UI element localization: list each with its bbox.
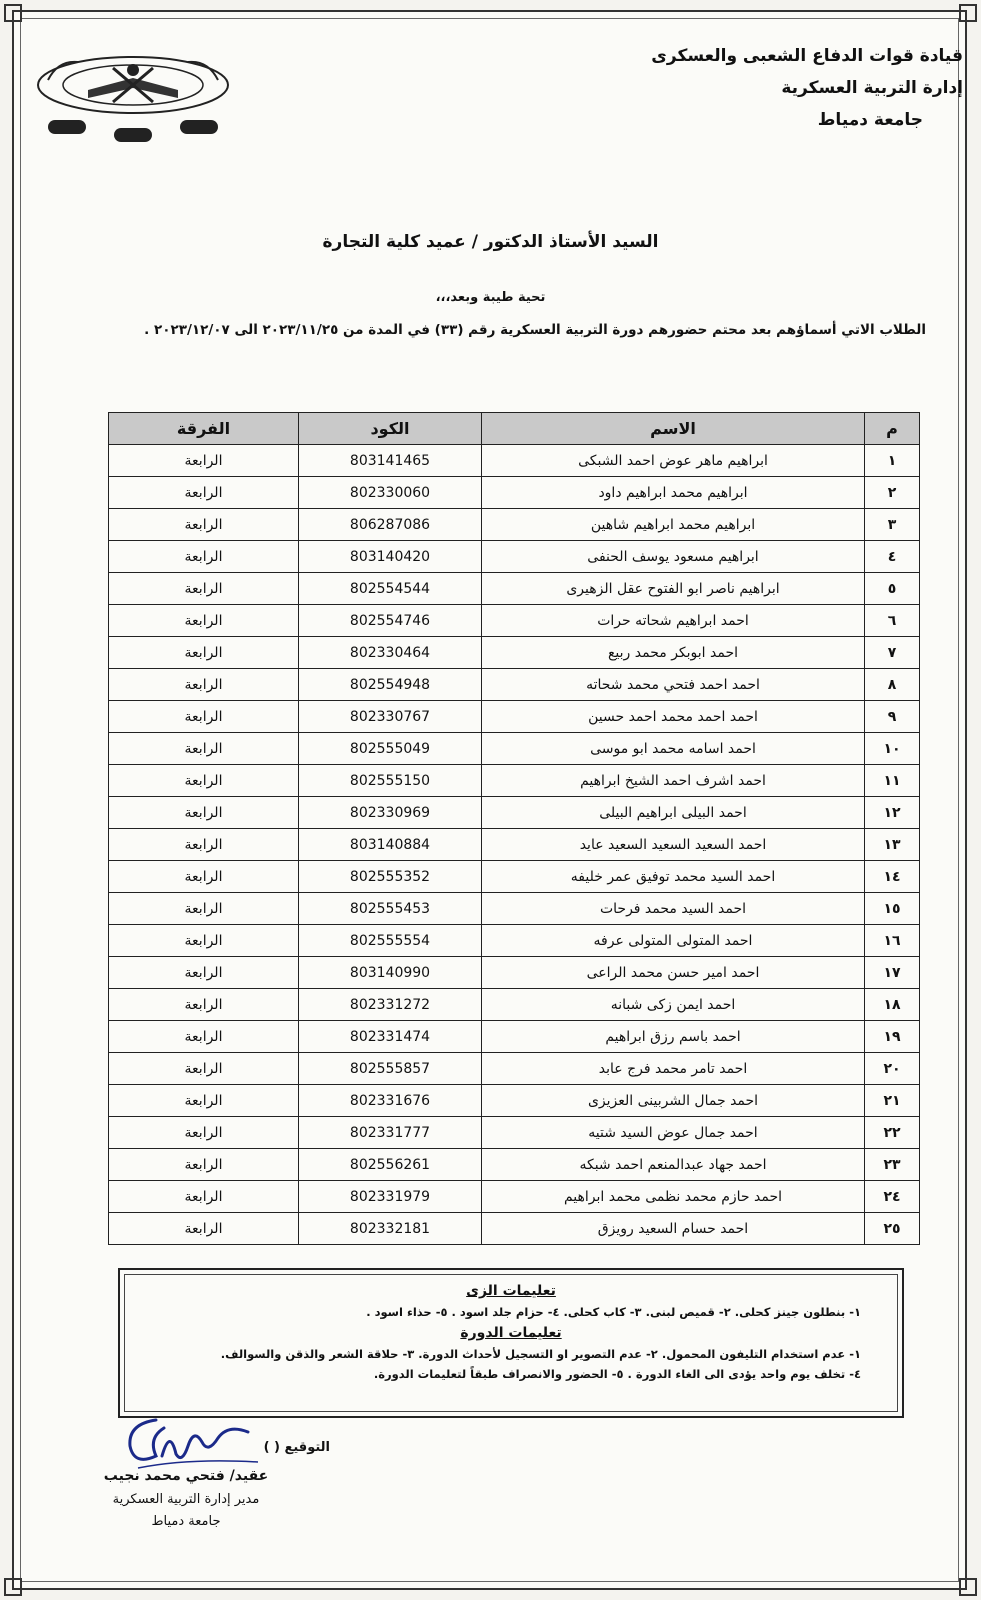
- row-name: ابراهيم محمد ابراهيم شاهين: [482, 509, 865, 541]
- table-row: [109, 445, 920, 477]
- row-code: 802331272: [299, 989, 482, 1021]
- row-year: الرابعة: [109, 1213, 299, 1245]
- table-row: [109, 797, 920, 829]
- table-header-row: [109, 413, 920, 445]
- row-index: ١١: [865, 765, 920, 797]
- row-code: 802331474: [299, 1021, 482, 1053]
- issuer-line-2: إدارة التربية العسكرية: [781, 78, 963, 98]
- row-name: ابراهيم ناصر ابو الفتوح عقل الزهيرى: [482, 573, 865, 605]
- issuer-line-3: جامعة دمياط: [817, 110, 923, 130]
- row-code: 806287086: [299, 509, 482, 541]
- uniform-line: ١- بنطلون جينز كحلى. ٢- قميص لبنى. ٣- كاب كحلى. ٤- حزام جلد اسود . ٥- حذاء اسود .: [366, 1305, 861, 1319]
- handwritten-signature: [118, 1398, 288, 1473]
- row-index: ٢٥: [865, 1213, 920, 1245]
- table-row: [109, 1149, 920, 1181]
- signatory-university: جامعة دمياط: [151, 1514, 221, 1529]
- table-row: [109, 829, 920, 861]
- row-code: 802330060: [299, 477, 482, 509]
- row-name: احمد اشرف احمد الشيخ ابراهيم: [482, 765, 865, 797]
- signature-label: التوقيع ( ): [263, 1440, 330, 1455]
- row-code: 802330767: [299, 701, 482, 733]
- row-code: 803141465: [299, 445, 482, 477]
- row-name: ابراهيم ماهر عوض احمد الشبكى: [482, 445, 865, 477]
- row-index: ٤: [865, 541, 920, 573]
- header-index: م: [865, 413, 920, 445]
- row-code: 802554544: [299, 573, 482, 605]
- table-row: [109, 605, 920, 637]
- row-code: 803140420: [299, 541, 482, 573]
- row-year: الرابعة: [109, 1181, 299, 1213]
- row-year: الرابعة: [109, 637, 299, 669]
- header-year: الفرقة: [109, 413, 299, 445]
- row-code: 802555352: [299, 861, 482, 893]
- row-index: ٢: [865, 477, 920, 509]
- row-name: احمد باسم رزق ابراهيم: [482, 1021, 865, 1053]
- military-education-logo: [28, 50, 238, 145]
- corner-ornament: [959, 1578, 977, 1596]
- row-year: الرابعة: [109, 1117, 299, 1149]
- row-index: ٨: [865, 669, 920, 701]
- students-table: [108, 412, 920, 1245]
- table-row: [109, 1021, 920, 1053]
- row-year: الرابعة: [109, 861, 299, 893]
- table-row: [109, 861, 920, 893]
- row-code: 802555049: [299, 733, 482, 765]
- row-code: 802556261: [299, 1149, 482, 1181]
- row-year: الرابعة: [109, 893, 299, 925]
- course-line-1: ١- عدم استخدام التليفون المحمول. ٢- عدم التصوير او التسجيل لأحداث الدورة. ٣- حلاقة الشعر والذقن والسوالف.: [220, 1347, 861, 1361]
- row-name: احمد السعيد السعيد السعيد عايد: [482, 829, 865, 861]
- row-code: 802330969: [299, 797, 482, 829]
- row-year: الرابعة: [109, 605, 299, 637]
- instructions-box: [118, 1268, 904, 1418]
- row-year: الرابعة: [109, 925, 299, 957]
- row-code: 802330464: [299, 637, 482, 669]
- row-name: احمد اسامه محمد ابو موسى: [482, 733, 865, 765]
- table-row: [109, 957, 920, 989]
- signatory-name: عقيد/ فتحي محمد نجيب: [103, 1468, 269, 1484]
- row-index: ٢٢: [865, 1117, 920, 1149]
- row-index: ٧: [865, 637, 920, 669]
- table-row: [109, 1053, 920, 1085]
- row-year: الرابعة: [109, 669, 299, 701]
- row-year: الرابعة: [109, 829, 299, 861]
- row-code: 802331777: [299, 1117, 482, 1149]
- corner-ornament: [4, 1578, 22, 1596]
- row-year: الرابعة: [109, 1085, 299, 1117]
- table-row: [109, 733, 920, 765]
- row-code: 802555857: [299, 1053, 482, 1085]
- greeting-line: تحية طيبة وبعد،،،: [435, 290, 546, 305]
- row-name: احمد حسام السعيد رويزق: [482, 1213, 865, 1245]
- row-name: احمد حازم محمد نظمى محمد ابراهيم: [482, 1181, 865, 1213]
- table-row: [109, 1117, 920, 1149]
- row-year: الرابعة: [109, 733, 299, 765]
- row-code: 803140990: [299, 957, 482, 989]
- row-index: ١٠: [865, 733, 920, 765]
- row-code: 802555554: [299, 925, 482, 957]
- table-row: [109, 1181, 920, 1213]
- row-index: ٢٣: [865, 1149, 920, 1181]
- row-code: 802331979: [299, 1181, 482, 1213]
- row-index: ٢٠: [865, 1053, 920, 1085]
- table-row: [109, 765, 920, 797]
- table-row: [109, 573, 920, 605]
- instructions-inner-frame: [124, 1274, 898, 1412]
- table-row: [109, 925, 920, 957]
- corner-ornament: [959, 4, 977, 22]
- row-year: الرابعة: [109, 701, 299, 733]
- row-code: 802554746: [299, 605, 482, 637]
- row-name: احمد احمد فتحي محمد شحاته: [482, 669, 865, 701]
- row-year: الرابعة: [109, 765, 299, 797]
- row-index: ٥: [865, 573, 920, 605]
- row-index: ١٨: [865, 989, 920, 1021]
- issuer-header: [603, 40, 963, 136]
- row-year: الرابعة: [109, 541, 299, 573]
- row-index: ١٦: [865, 925, 920, 957]
- row-index: ٢١: [865, 1085, 920, 1117]
- row-year: الرابعة: [109, 477, 299, 509]
- row-index: ١٥: [865, 893, 920, 925]
- uniform-title: تعليمات الزى: [466, 1283, 556, 1299]
- table-row: [109, 541, 920, 573]
- row-year: الرابعة: [109, 1021, 299, 1053]
- table-row: [109, 1213, 920, 1245]
- table-row: [109, 893, 920, 925]
- row-name: احمد ايمن زكى شبانه: [482, 989, 865, 1021]
- row-index: ٩: [865, 701, 920, 733]
- row-name: ابراهيم مسعود يوسف الحنفى: [482, 541, 865, 573]
- row-name: احمد جهاد عبدالمنعم احمد شبكه: [482, 1149, 865, 1181]
- row-name: احمد جمال الشربينى العزيزى: [482, 1085, 865, 1117]
- table-row: [109, 669, 920, 701]
- row-year: الرابعة: [109, 509, 299, 541]
- row-name: احمد السيد محمد فرحات: [482, 893, 865, 925]
- row-code: 803140884: [299, 829, 482, 861]
- row-name: ابراهيم محمد ابراهيم داود: [482, 477, 865, 509]
- row-year: الرابعة: [109, 797, 299, 829]
- row-name: احمد ابوبكر محمد ربيع: [482, 637, 865, 669]
- row-index: ١٤: [865, 861, 920, 893]
- table-row: [109, 1085, 920, 1117]
- header-name: الاسم: [482, 413, 865, 445]
- row-index: ٦: [865, 605, 920, 637]
- table-row: [109, 701, 920, 733]
- row-year: الرابعة: [109, 957, 299, 989]
- row-code: 802331676: [299, 1085, 482, 1117]
- corner-ornament: [4, 4, 22, 22]
- row-code: 802554948: [299, 669, 482, 701]
- row-name: احمد احمد محمد احمد حسين: [482, 701, 865, 733]
- course-title: تعليمات الدورة: [460, 1325, 562, 1341]
- row-index: ١٢: [865, 797, 920, 829]
- table-row: [109, 477, 920, 509]
- row-name: احمد ابراهيم شحاته حرات: [482, 605, 865, 637]
- recipient-line: السيد الأستاذ الدكتور / عميد كلية التجارة: [322, 232, 659, 252]
- intro-paragraph: الطلاب الاتي أسماؤهم بعد محتم حضورهم دورة التربية العسكرية رقم (٣٣) في المدة من ٢٠٢٣/١١/٢٥ الى ٢٠٢٣/١٢/٠٧ .: [144, 322, 926, 338]
- row-index: ٣: [865, 509, 920, 541]
- row-year: الرابعة: [109, 445, 299, 477]
- row-name: احمد تامر محمد فرج عابد: [482, 1053, 865, 1085]
- row-code: 802555453: [299, 893, 482, 925]
- row-code: 802555150: [299, 765, 482, 797]
- row-index: ١: [865, 445, 920, 477]
- row-name: احمد امير حسن محمد الراعى: [482, 957, 865, 989]
- table-row: [109, 989, 920, 1021]
- row-name: احمد البيلى ابراهيم البيلى: [482, 797, 865, 829]
- row-year: الرابعة: [109, 573, 299, 605]
- row-index: ١٣: [865, 829, 920, 861]
- header-code: الكود: [299, 413, 482, 445]
- row-index: ٢٤: [865, 1181, 920, 1213]
- row-index: ١٧: [865, 957, 920, 989]
- row-year: الرابعة: [109, 1053, 299, 1085]
- row-code: 802332181: [299, 1213, 482, 1245]
- row-year: الرابعة: [109, 1149, 299, 1181]
- row-name: احمد السيد محمد توفيق عمر خليفه: [482, 861, 865, 893]
- row-index: ١٩: [865, 1021, 920, 1053]
- row-name: احمد المتولى المتولى عرفه: [482, 925, 865, 957]
- row-name: احمد جمال عوض السيد شتيه: [482, 1117, 865, 1149]
- issuer-line-1: قيادة قوات الدفاع الشعبى والعسكرى: [651, 46, 963, 66]
- table-row: [109, 509, 920, 541]
- course-line-2: ٤- تخلف يوم واحد يؤدى الى الغاء الدورة . ٥- الحضور والانصراف طبقاً لتعليمات الدورة.: [373, 1367, 861, 1381]
- row-year: الرابعة: [109, 989, 299, 1021]
- table-row: [109, 637, 920, 669]
- signatory-title: مدير إدارة التربية العسكرية: [112, 1492, 260, 1507]
